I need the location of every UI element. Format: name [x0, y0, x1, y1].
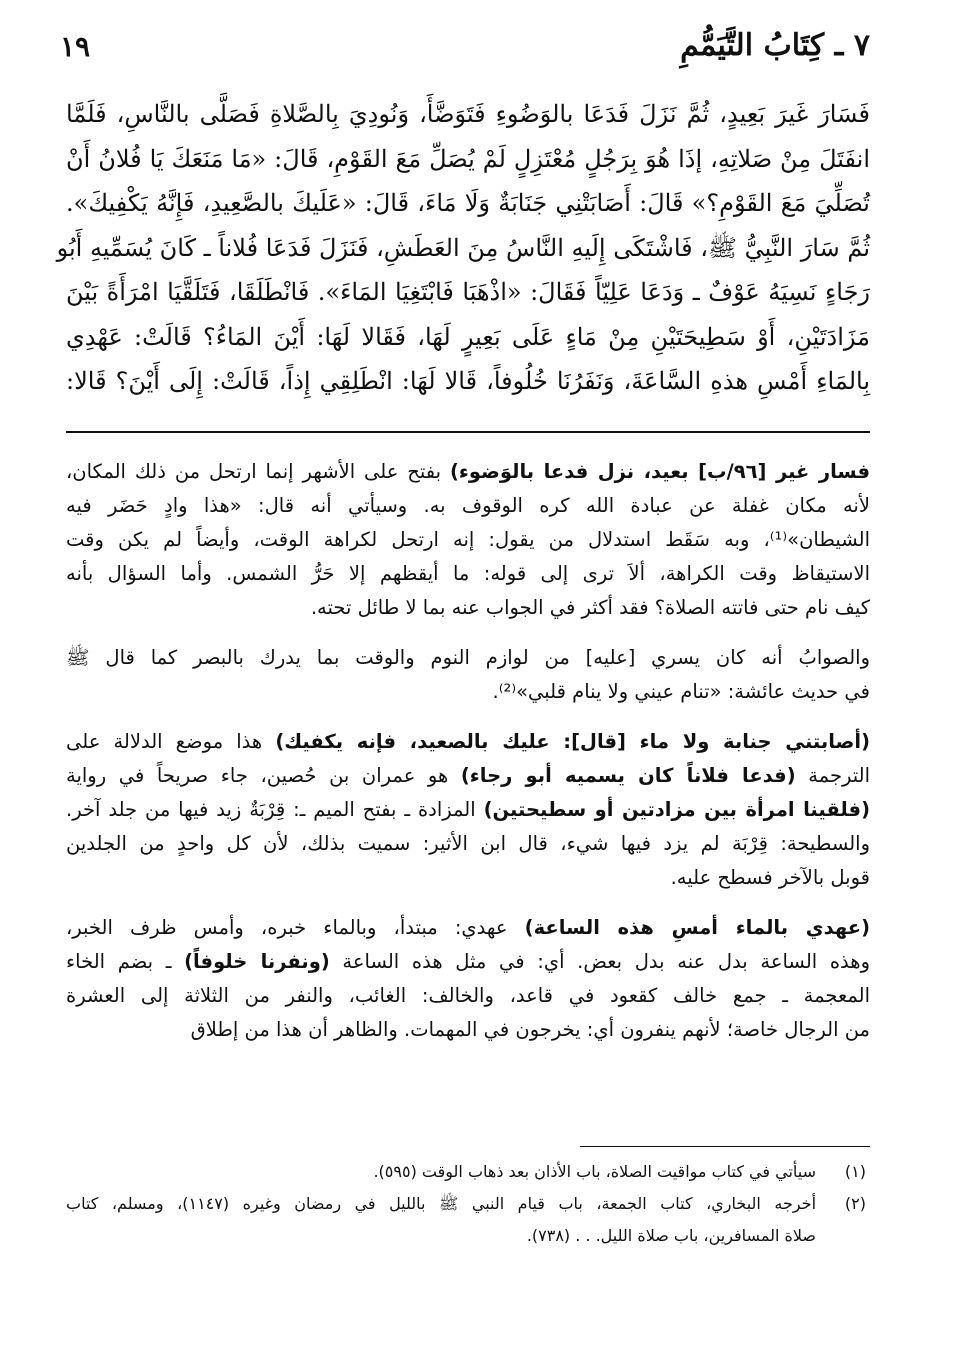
commentary-line	[66, 793, 870, 827]
commentary-paragraph	[66, 911, 870, 1047]
commentary-line	[66, 523, 870, 557]
quoted-matn: (عهدي بالماء أمسِ هذه الساعة)	[524, 916, 871, 939]
footnote-text: أخرجه البخاري، كتاب الجمعة، باب قيام النبي ﷺ بالليل في رمضان وغيره (١١٤٧)، ومسلم، كتاب	[66, 1194, 817, 1213]
commentary-text: الشيطان»⁽¹⁾، وبه سَقَط استدلال من يقول: إنه ارتحل لكراهة الوقت، وأيضاً لم يكن وقت	[66, 528, 870, 551]
commentary-line	[66, 759, 870, 793]
commentary-line	[66, 979, 870, 1013]
hadith-text	[56, 92, 870, 404]
commentary-text: هذا موضع الدلالة على	[66, 730, 276, 753]
commentary-text: وهذه الساعة بدل عنه بدل بعض. أي: في مثل هذه الساعة	[329, 950, 870, 973]
commentary-line	[66, 861, 870, 895]
hadith-line: رَجَاءٍ نَسِيَهُ عَوْفٌ ـ وَدَعَا عَلِيّاً فَقَالَ: «اذْهَبَا فَابْتَغِيَا المَاءَ». فَانْطَلَقَا، فَتَلَقَّيَا امْرَأَةً بَيْنَ	[66, 278, 870, 306]
commentary-paragraph	[66, 725, 870, 895]
footnote-text: سيأتي في كتاب مواقيت الصلاة، باب الأذان بعد ذهاب الوقت (٥٩٥).	[373, 1162, 816, 1181]
commentary-line	[66, 911, 870, 945]
commentary-line	[66, 945, 870, 979]
footnote-text: صلاة المسافرين، باب صلاة الليل. . . (٧٣٨).	[526, 1226, 816, 1245]
commentary-paragraph	[66, 641, 870, 709]
chapter-title: ٧ ـ كِتَابُ التَّيَمُّمِ	[680, 28, 870, 63]
footnote	[66, 1156, 870, 1188]
commentary-line	[66, 557, 870, 591]
hadith-line: بِالمَاءِ أَمْسِ هذهِ السَّاعَةَ، وَنَفَرُنَا خُلُوفاً، قَالا لَهَا: انْطَلِقِي إِذاً، قَالَتْ: إِلَى أَيْنَ؟ قَالا:	[66, 367, 870, 395]
footnote-rule	[580, 1146, 870, 1147]
hadith-line: فَسَارَ غَيرَ بَعِيدٍ، ثُمَّ نَزَلَ فَدَعَا بالوَضُوءِ فَتَوَضَّأَ، وَنُودِيَ بِالصَّلاةِ فَصَلَّى بالنَّاسِ، فَلَمَّا	[66, 100, 870, 128]
commentary-text: عهدي: مبتدأ، وبالماء خبره، وأمس ظرف الخبر،	[66, 916, 525, 939]
commentary-text: كيف نام حتى فاتته الصلاة؟ فقد أكثر في الجواب عنه بما لا طائل تحته.	[310, 596, 870, 619]
commentary-text: قوبل بالآخر فسطح عليه.	[670, 866, 870, 889]
quoted-matn: فسار غير [٩٦/ب] بعيد، نزل فدعا بالوَضوء)	[449, 460, 871, 483]
commentary-text: ـ بضم الخاء	[66, 950, 185, 973]
quoted-matn: (ونفرنا خلوفاً)	[184, 950, 330, 973]
hadith-line: ثُمَّ سَارَ النَّبِيُّ ﷺ، فَاشْتَكَى إِلَيهِ النَّاسُ مِنَ العَطَشِ، فَنَزَلَ فَدَعَا فُلاناً ـ كَانَ يُسَمِّيهِ أَبُو	[56, 233, 870, 262]
commentary-text: في حديث عائشة: «تنام عيني ولا ينام قلبي»⁽²⁾.	[492, 680, 870, 703]
commentary-text: لأنه مكان غفلة عن عبادة الله كره الوقوف به. وسيأتي أنه قال: «هذا وادٍ حَضَر فيه	[66, 494, 870, 517]
commentary-line	[66, 827, 870, 861]
commentary-text: والسطيحة: قِرْبَة لم يزد فيها شيء، قال ابن الأثير: سميت بذلك، لأن كل واحدٍ من الجلدين	[66, 832, 870, 855]
hadith-line: تُصَلِّيَ مَعَ القَوْمِ؟» قَالَ: أَصَابَتْنِي جَنَابَةٌ وَلَا مَاءَ، قَالَ: «عَلَيكَ بالصَّعِيدِ، فَإِنَّهُ يَكْفِيكَ».	[66, 189, 870, 217]
commentary-line	[66, 1013, 870, 1047]
commentary-text: الترجمة	[795, 764, 870, 787]
commentary-line	[66, 489, 870, 523]
quoted-matn: (أصابتني جنابة ولا ماء [قال]: عليك بالصعيد، فإنه يكفيك)	[275, 730, 870, 753]
commentary-text: الاستيقاظ وقت الكراهة، ألاَ ترى إلى قوله: ما أيقظهم إلا حَرُّ الشمس. وأما السؤال بأنه	[66, 562, 870, 585]
hadith-line: انفَتَلَ مِنْ صَلاتِهِ، إذَا هُوَ بِرَجُلٍ مُعْتَزِلٍ لَمْ يُصَلِّ مَعَ القَوْمِ، قَالَ: «مَا مَنَعَكَ يَا فُلانُ أَنْ	[66, 144, 870, 173]
commentary-text: المزادة ـ بفتح الميم ـ: قِرْبَةٌ زيد فيها من جلد آخر.	[66, 798, 484, 821]
commentary-text: هو عمران بن حُصين، جاء صريحاً في رواية	[66, 764, 461, 787]
footnote-number: (٢)	[844, 1194, 866, 1213]
quoted-matn: (فدعا فلاناً كان يسميه أبو رجاء)	[460, 764, 796, 787]
commentary-text: المعجمة ـ جمع خالف كقعود في قاعد، والخالف: الغائب، والنفر من الثلاثة إلى العشرة	[66, 984, 870, 1007]
commentary-text: والصوابُ أنه كان يسري [عليه] من لوازم النوم والوقت بما يدرك بالبصر كما قال ﷺ	[66, 646, 870, 669]
footnotes	[66, 1156, 870, 1252]
quoted-matn: (فلقينا امرأة بين مزادتين أو سطيحتين)	[483, 798, 870, 821]
commentary-line	[66, 725, 870, 759]
separator-rule	[66, 431, 870, 433]
commentary-text: بفتح على الأشهر إنما ارتحل من ذلك المكان،	[66, 460, 450, 483]
commentary-line	[66, 591, 870, 625]
page-header	[60, 28, 870, 74]
commentary-line	[66, 641, 870, 675]
footnote	[66, 1188, 870, 1252]
commentary-paragraph	[66, 455, 870, 625]
page-number: ١٩	[60, 30, 91, 63]
commentary	[66, 455, 870, 1063]
commentary-line	[66, 675, 870, 709]
hadith-line: مَزَادَتَيْنِ، أَوْ سَطِيحَتَيْنِ مِنْ مَاءٍ عَلَى بَعِيرٍ لَهَا، فَقَالا لَهَا: أَيْنَ المَاءُ؟ قَالَتْ: عَهْدِي	[66, 322, 870, 351]
footnote-number: (١)	[844, 1162, 866, 1181]
commentary-text: من الرجال خاصة؛ لأنهم ينفرون أي: يخرجون في المهمات. والظاهر أن هذا من إطلاق	[190, 1018, 870, 1041]
commentary-line	[66, 455, 870, 489]
